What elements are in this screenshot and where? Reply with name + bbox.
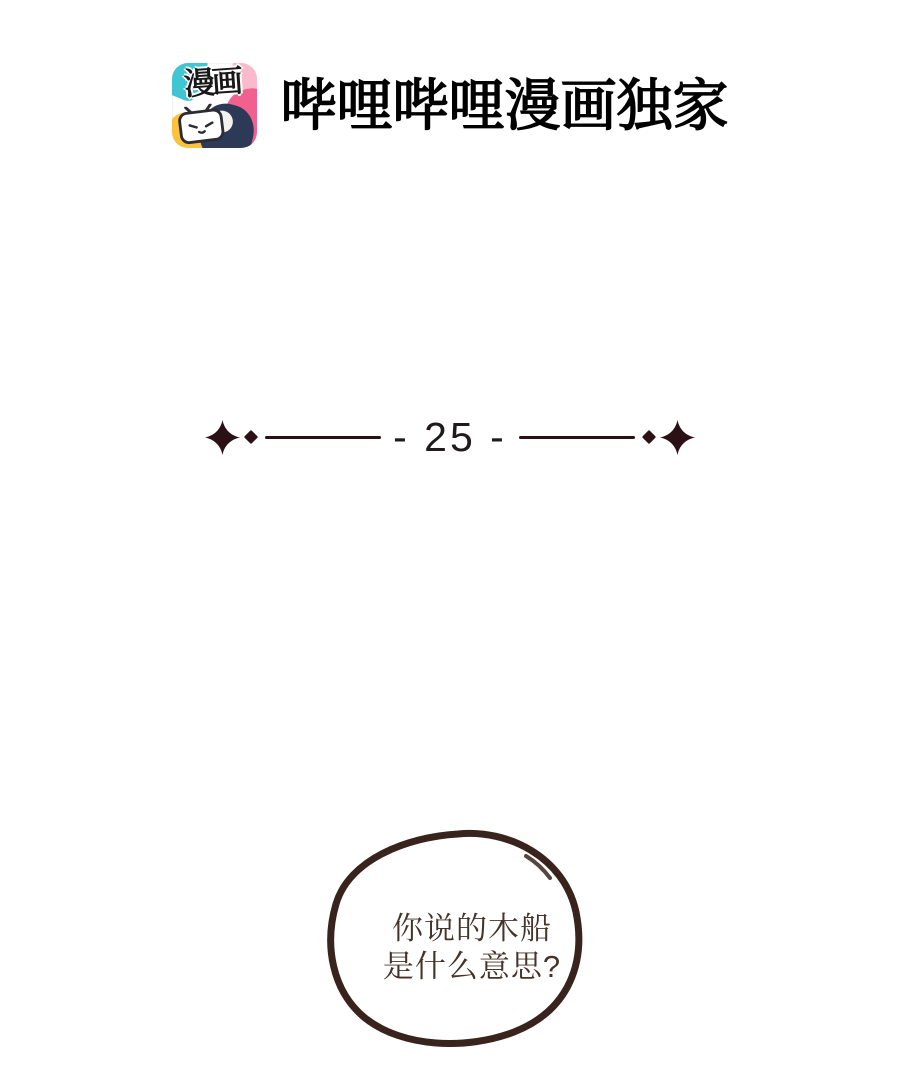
page-title: 哔哩哔哩漫画独家: [280, 73, 729, 137]
tv-face-icon: [174, 102, 226, 146]
bilibili-manga-logo-icon: [172, 63, 257, 148]
speech-bubble-text: [383, 910, 561, 986]
speech-bubble: [316, 824, 600, 1060]
divider-line-right: [519, 436, 635, 439]
diamond-icon: [642, 430, 656, 444]
diamond-icon: [244, 430, 258, 444]
speech-line-1: 你说的木船: [392, 911, 552, 946]
speech-line-2: 是什么意思?: [382, 949, 562, 984]
divider-line-left: [265, 436, 381, 439]
logo-manhua-text: 漫画: [182, 63, 241, 102]
chapter-number: - 25 -: [393, 413, 507, 460]
sparkle-star-icon: [659, 419, 696, 456]
sparkle-star-icon: [204, 419, 241, 456]
page-header: [0, 63, 900, 148]
chapter-divider: [0, 413, 900, 461]
